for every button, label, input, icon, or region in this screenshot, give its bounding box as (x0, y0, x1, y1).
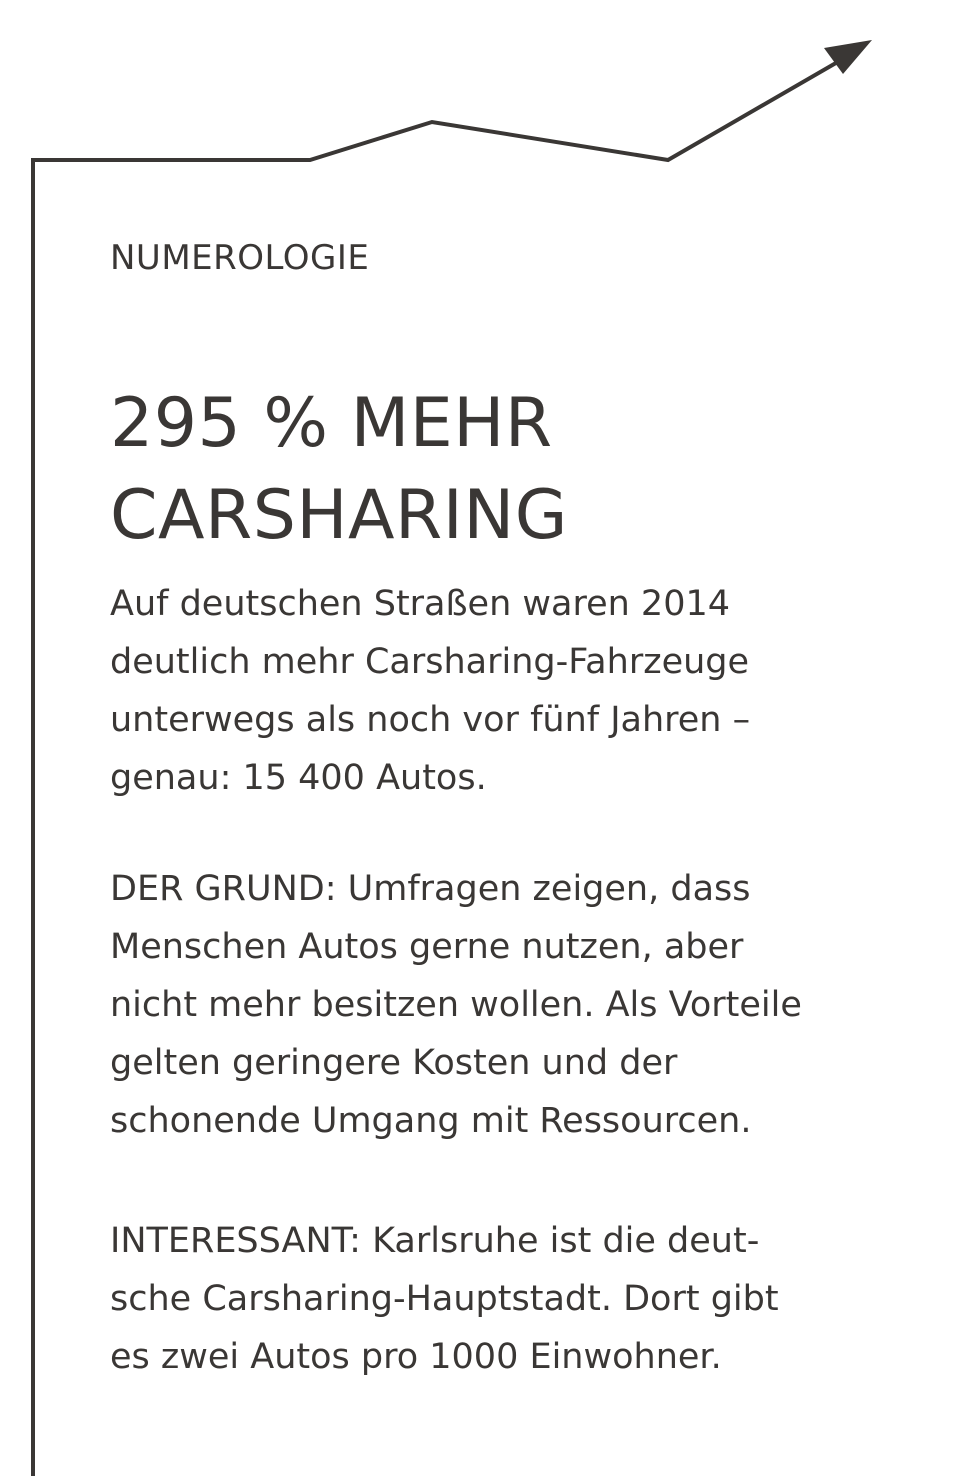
paragraph-line: deutlich mehr Carsharing-Fahrzeuge (110, 642, 750, 682)
paragraph-line: nicht mehr besitzen wollen. Als Vorteile (110, 985, 802, 1025)
paragraph-line: unterwegs als noch vor fünf Jahren – (110, 700, 751, 740)
headline-line-1: 295 % MEHR (110, 384, 553, 463)
paragraph-line: DER GRUND: Umfragen zeigen, dass (110, 869, 751, 909)
paragraph-line: schonende Umgang mit Ressourcen. (110, 1101, 752, 1141)
paragraph-line: INTERESSANT: Karlsruhe ist die deut- (110, 1221, 760, 1261)
headline (110, 378, 568, 562)
trend-arrowhead (824, 40, 872, 74)
paragraph-intro (110, 575, 910, 807)
section-kicker: NUMEROLOGIE (110, 238, 370, 278)
paragraph-line: Auf deutschen Straßen waren 2014 (110, 584, 731, 624)
paragraph-line: sche Carsharing-Hauptstadt. Dort gibt (110, 1279, 779, 1319)
paragraph-line: Menschen Autos gerne nutzen, aber (110, 927, 744, 967)
paragraph-line: gelten geringere Kosten und der (110, 1043, 678, 1083)
paragraph-reason (110, 860, 910, 1150)
paragraph-line: es zwei Autos pro 1000 Einwohner. (110, 1337, 722, 1377)
paragraph-interesting (110, 1212, 910, 1386)
headline-line-2: CARSHARING (110, 476, 568, 555)
paragraph-line: genau: 15 400 Autos. (110, 758, 487, 798)
